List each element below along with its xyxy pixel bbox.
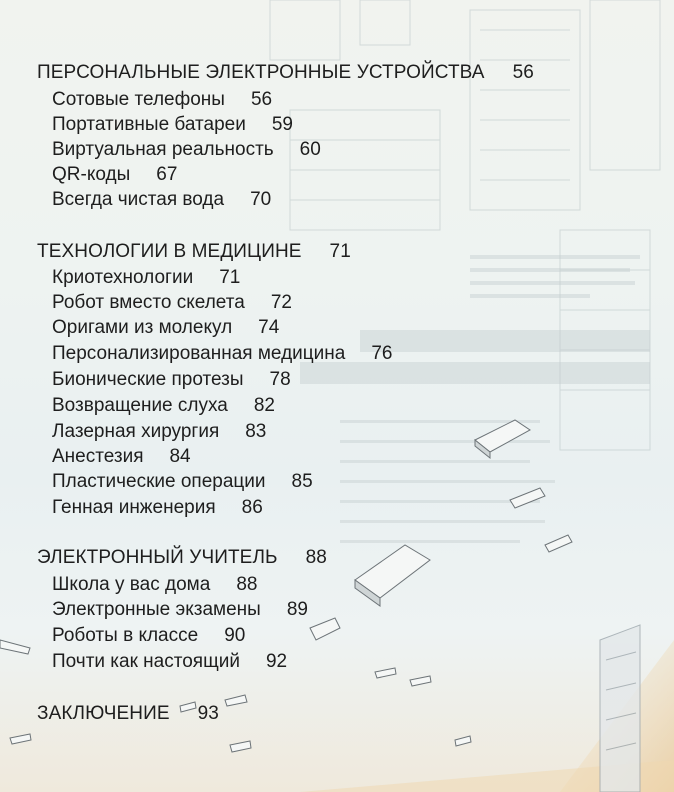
toc-item	[52, 624, 245, 648]
toc-item-label: Генная инженерия	[52, 497, 216, 518]
toc-item	[52, 188, 271, 212]
toc-item-label: Бионические протезы	[52, 369, 244, 390]
toc-item-page: 86	[241, 497, 263, 518]
toc-item-label: Возвращение слуха	[52, 395, 228, 416]
toc-item-label: Пластические операции	[52, 471, 266, 492]
toc-item-page: 82	[253, 395, 275, 416]
toc-item-page: 71	[219, 267, 241, 288]
toc-item-label: Электронные экзамены	[52, 599, 261, 620]
toc-item	[52, 394, 275, 418]
toc-item-page: 56	[250, 89, 273, 110]
toc-item-page: 85	[291, 471, 313, 492]
toc-item	[52, 598, 308, 622]
section-title-label: ЭЛЕКТРОННЫЙ УЧИТЕЛЬ	[37, 547, 278, 568]
section-title	[37, 702, 219, 726]
toc-item-label: Лазерная хирургия	[52, 421, 220, 442]
toc-item	[52, 445, 191, 469]
toc-item-page: 89	[286, 599, 308, 620]
toc-item	[52, 650, 287, 674]
toc-item	[52, 316, 279, 340]
section-page-number: 56	[512, 62, 534, 83]
toc-item-page: 88	[236, 574, 258, 595]
toc-item-label: Школа у вас дома	[52, 574, 211, 595]
toc-item-page: 83	[245, 421, 267, 442]
toc-item	[52, 342, 392, 366]
section-title-label: ПЕРСОНАЛЬНЫЕ ЭЛЕКТРОННЫЕ УСТРОЙСТВА	[37, 62, 485, 83]
section-title	[37, 546, 327, 570]
toc-item-label: Сотовые телефоны	[52, 89, 225, 110]
toc-item-page: 90	[224, 625, 246, 646]
toc-item	[52, 138, 321, 162]
toc-item-label: Криотехнологии	[52, 267, 194, 288]
toc-item	[52, 113, 293, 137]
toc-item-page: 59	[271, 114, 293, 135]
toc-item	[52, 368, 291, 392]
toc-item-label: QR-коды	[52, 164, 131, 185]
toc-item	[52, 470, 313, 494]
toc-item-page: 84	[169, 446, 191, 467]
toc-item	[52, 420, 266, 444]
toc-item	[52, 163, 177, 187]
toc-item-page: 60	[299, 139, 321, 160]
toc-item-page: 78	[269, 369, 291, 390]
toc-item-label: Роботы в классе	[52, 625, 199, 646]
toc-item	[52, 573, 257, 597]
toc-item	[52, 88, 272, 112]
toc-item	[52, 496, 263, 520]
toc-item	[52, 291, 292, 315]
toc-item-page: 67	[156, 164, 178, 185]
toc-item-label: Портативные батареи	[52, 114, 246, 135]
section-title	[37, 240, 351, 264]
toc-item-page: 74	[258, 317, 280, 338]
toc-item-label: Всегда чистая вода	[52, 189, 225, 210]
toc-item-label: Анестезия	[52, 446, 144, 467]
toc-item-label: Персонализированная медицина	[52, 343, 346, 364]
toc-item-page: 76	[371, 343, 393, 364]
section-title-label: ТЕХНОЛОГИИ В МЕДИЦИНЕ	[37, 241, 302, 262]
toc-item-label: Оригами из молекул	[52, 317, 233, 338]
toc-item	[52, 266, 240, 290]
section-title	[37, 61, 534, 85]
toc-item-label: Робот вместо скелета	[52, 292, 245, 313]
section-page-number: 71	[329, 241, 351, 262]
toc-item-label: Почти как настоящий	[52, 651, 240, 672]
toc-item-page: 72	[270, 292, 292, 313]
section-page-number: 88	[305, 547, 327, 568]
toc-item-label: Виртуальная реальность	[52, 139, 274, 160]
section-title-label: ЗАКЛЮЧЕНИЕ	[37, 703, 170, 724]
toc-item-page: 92	[265, 651, 288, 672]
section-page-number: 93	[197, 703, 219, 724]
toc-item-page: 70	[250, 189, 272, 210]
